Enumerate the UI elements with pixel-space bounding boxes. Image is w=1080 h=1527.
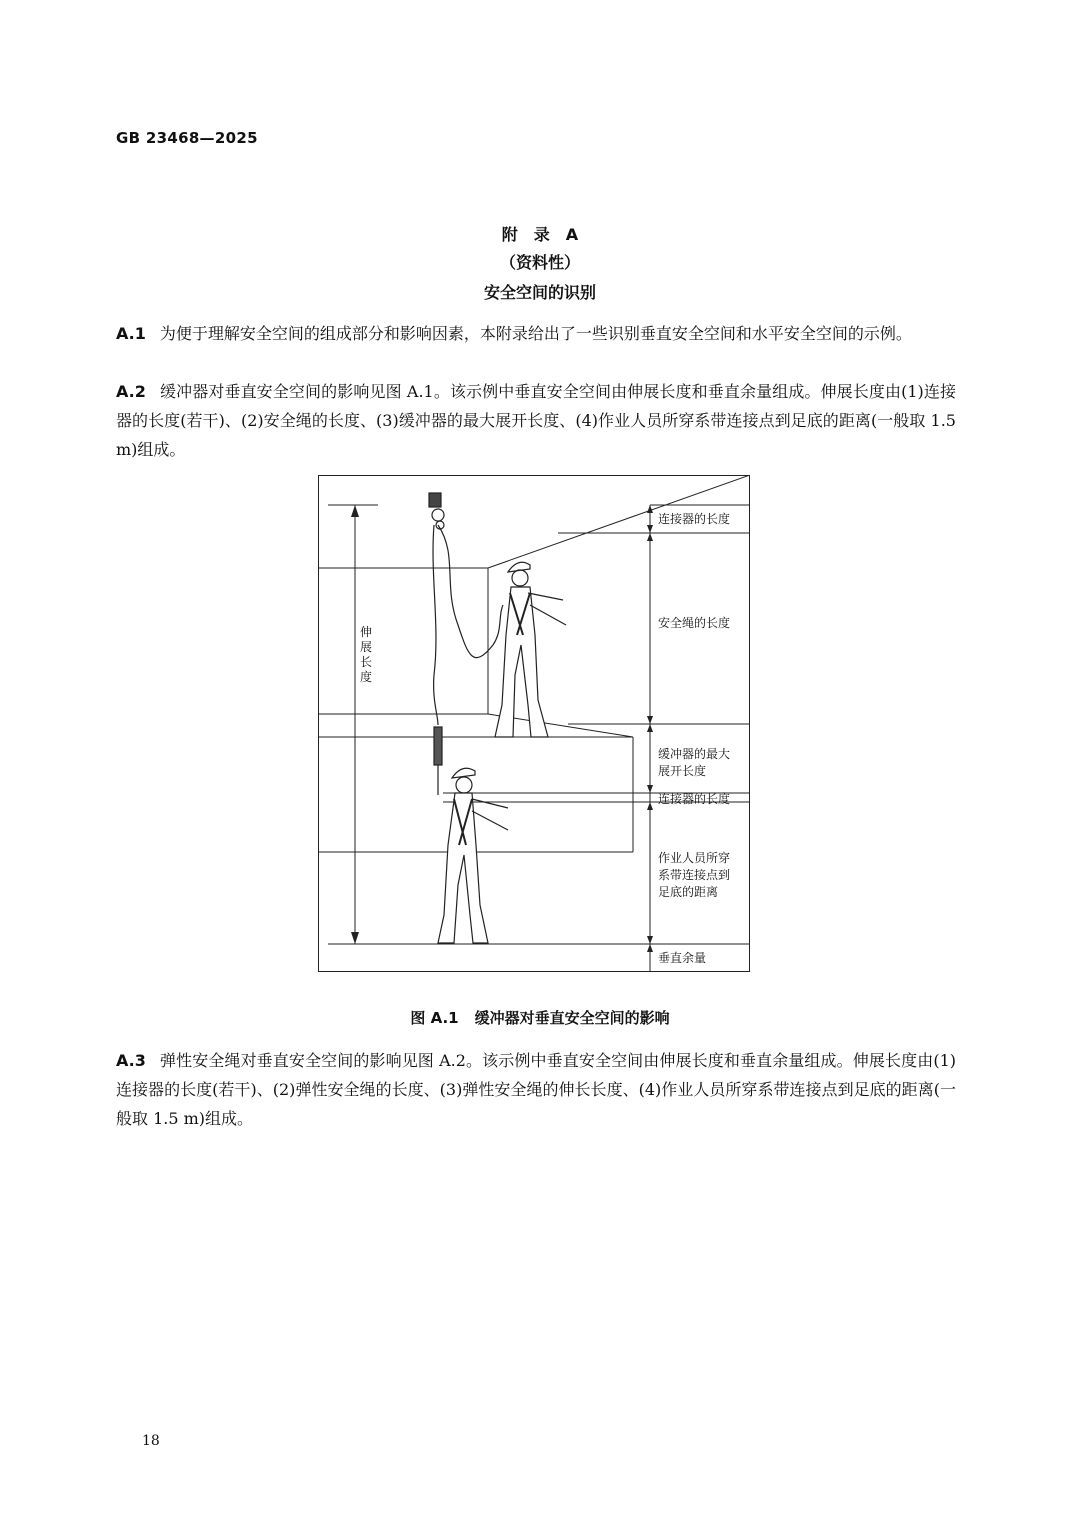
page-number: 18 <box>142 1433 160 1449</box>
clause-number: A.3 <box>116 1051 146 1070</box>
anchor-ring <box>432 509 444 521</box>
arrow-d1 <box>647 802 653 810</box>
figure-number: 图 A.1 <box>410 1009 459 1027</box>
figure-a1 <box>318 475 750 972</box>
figure-title: 缓冲器对垂直安全空间的影响 <box>474 1009 670 1027</box>
upper-head <box>512 570 528 586</box>
anchor-block <box>429 493 441 507</box>
arrow-a2 <box>647 525 653 533</box>
upper-worker <box>495 562 566 737</box>
lower-arm-1 <box>472 799 508 808</box>
arrow-b2 <box>647 716 653 724</box>
paragraph-a2 <box>116 377 956 464</box>
arrow-a1 <box>647 505 653 513</box>
extension-length-label: 伸展长度 <box>360 625 373 684</box>
arrow-c2 <box>647 785 653 793</box>
annex-type: （资料性） <box>499 253 580 272</box>
label-connector-length-bottom: 连接器的长度 <box>658 792 731 806</box>
upper-body <box>495 587 548 737</box>
annex-subtitle: 安全空间的识别 <box>483 283 596 302</box>
energy-absorber <box>434 727 442 765</box>
lower-arm-2 <box>472 811 508 830</box>
arrow-e1 <box>647 944 653 952</box>
lanyard-lower <box>433 525 438 725</box>
clause-number: A.2 <box>116 382 146 401</box>
lower-head <box>456 777 472 793</box>
paragraph-text: 弹性安全绳对垂直安全空间的影响见图 A.2。该示例中垂直安全空间由伸展长度和垂直余量组成。伸展长度由(1)连接器的长度(若干)、(2)弹性安全绳的长度、(3)弹性安全绳的伸长长度、(4)作业人员所穿系带连接点到足底的距离(一般取 1.5 m)组成。 <box>116 1051 956 1128</box>
label-connector-length-top: 连接器的长度 <box>658 512 731 526</box>
paragraph-text: 缓冲器对垂直安全空间的影响见图 A.1。该示例中垂直安全空间由伸展长度和垂直余量组成。伸展长度由(1)连接器的长度(若干)、(2)安全绳的长度、(3)缓冲器的最大展开长度、(4)作业人员所穿系带连接点到足底的距离(一般取 1.5 m)组成。 <box>116 382 956 459</box>
label-harness-line1: 作业人员所穿 <box>658 851 731 865</box>
arrow-b1 <box>647 533 653 541</box>
dim-arrow-down <box>351 932 359 944</box>
label-harness-line2: 系带连接点到 <box>658 868 731 882</box>
label-absorber-line2: 展开长度 <box>658 764 707 778</box>
label-absorber-line1: 缓冲器的最大 <box>658 747 731 761</box>
arrow-c1 <box>647 724 653 732</box>
upper-arm-1 <box>528 593 563 600</box>
standard-number: GB 23468—2025 <box>116 129 258 147</box>
figure-caption <box>0 1007 1080 1028</box>
lanyard-upper <box>438 525 503 658</box>
paragraph-a3 <box>116 1046 956 1133</box>
clause-number: A.1 <box>116 324 146 343</box>
label-harness-line3: 足底的距离 <box>658 885 719 899</box>
lower-worker <box>438 768 508 943</box>
arrow-d2 <box>647 936 653 944</box>
upper-arm-2 <box>530 605 566 625</box>
label-clearance: 垂直余量 <box>658 951 707 965</box>
dim-arrow-up <box>351 505 359 517</box>
annex-title: 附 录 A <box>501 225 579 244</box>
paragraph-text: 为便于理解安全空间的组成部分和影响因素，本附录给出了一些识别垂直安全空间和水平安全空间的示例。 <box>159 324 912 343</box>
paragraph-a1 <box>116 319 956 348</box>
label-lanyard-length: 安全绳的长度 <box>658 616 731 630</box>
